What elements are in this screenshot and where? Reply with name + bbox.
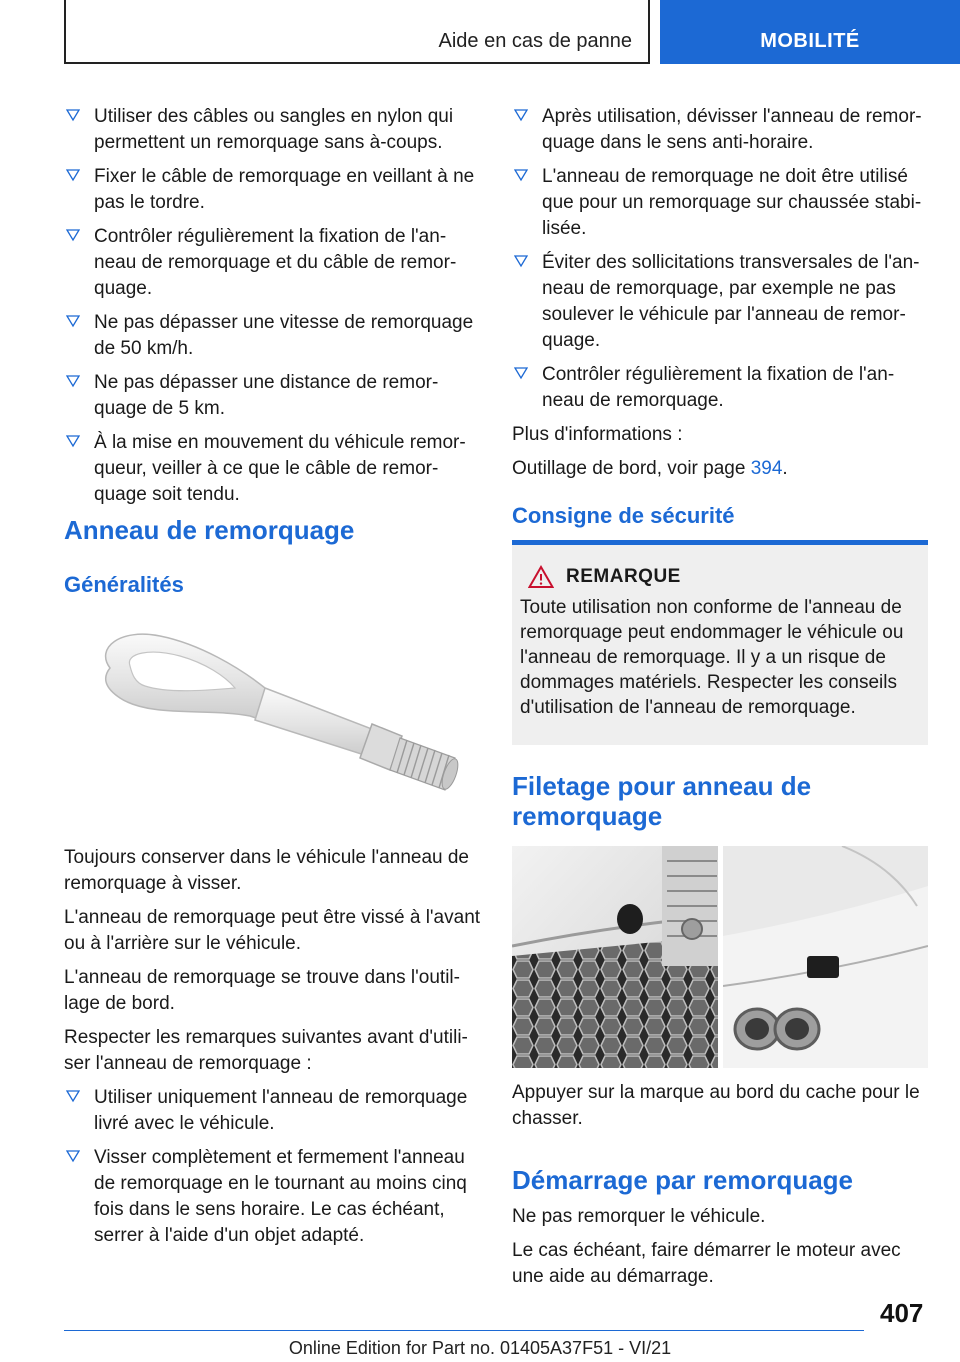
thread-cover-photo (512, 846, 928, 1068)
list-item: Ne pas dépasser une distance de remorquage de 5 km. (64, 370, 482, 422)
warning-header (520, 565, 918, 589)
paragraph: L'anneau de remorquage peut être vissé à l'avant ou à l'arrière sur le véhicule. (64, 907, 481, 954)
triangle-bullet-icon (514, 254, 528, 268)
bullet-list-top (64, 104, 482, 516)
tow-ring-illustration (90, 628, 482, 810)
heading-tow-start: Démarrage par remorquage (512, 1165, 854, 1195)
general-paragraphs (64, 845, 482, 1257)
heading-tow-ring: Anneau de remorquage (64, 515, 355, 545)
page-number: 407 (880, 1298, 924, 1328)
triangle-bullet-icon (66, 228, 80, 242)
triangle-bullet-icon (66, 1089, 80, 1103)
paragraph: Le cas échéant, faire démarrer le moteur avec une aide au démarrage. (512, 1240, 901, 1287)
list-item: Après utilisation, dévisser l'anneau de remorquage dans le sens anti-horaire. (512, 104, 928, 156)
paragraph: Toujours conserver dans le véhicule l'anneau de remorquage à visser. (64, 847, 469, 894)
paragraph: Ne pas remorquer le véhicule. (512, 1206, 766, 1227)
list-item: Utiliser uniquement l'anneau de remorquage livré avec le véhicule. (64, 1085, 482, 1137)
list-item: Ne pas dépasser une vitesse de remorquage de 50 km/h. (64, 310, 482, 362)
triangle-bullet-icon (514, 366, 528, 380)
triangle-bullet-icon (514, 168, 528, 182)
section-title: Aide en cas de panne (438, 30, 632, 52)
footer-divider (64, 1330, 864, 1331)
more-info-block (512, 422, 928, 490)
list-item: L'anneau de remorquage ne doit être utilisé que pour un remorquage sur chaussée stabilisée. (512, 164, 928, 242)
paragraph: L'anneau de remorquage se trouve dans l'outillage de bord. (64, 967, 460, 1014)
warning-title: REMARQUE (566, 566, 681, 587)
heading-thread: Filetage pour anneau de remorquage (512, 771, 812, 831)
list-item: Visser complètement et fermement l'anneau de remorquage en le tournant au moins cinq fois dans le sens horaire. Le cas échéant, serrer à l'aide d'un objet adapté. (64, 1145, 482, 1249)
triangle-bullet-icon (66, 108, 80, 122)
header-section-box (64, 0, 650, 64)
paragraph: Respecter les remarques suivantes avant d'utiliser l'anneau de remorquage : (64, 1027, 468, 1074)
subheading-general: Généralités (64, 572, 184, 597)
warning-text: Toute utilisation non conforme de l'anneau de remorquage peut endommager le véhicule ou l'anneau de remorquage. Il y a un risque de dommages matériels. Respecter les conseils d'utilisation de l'anneau de remorquage. (520, 597, 904, 718)
warning-triangle-icon (528, 565, 554, 589)
more-info-label: Plus d'informations : (512, 424, 683, 445)
chapter-title: MOBILITÉ (760, 30, 860, 52)
triangle-bullet-icon (514, 108, 528, 122)
bullet-list-right (512, 104, 928, 422)
edition-note: Online Edition for Part no. 01405A37F51 - VI/21 (288, 1338, 672, 1358)
triangle-bullet-icon (66, 374, 80, 388)
heading-safety: Consigne de sécurité (512, 503, 735, 528)
list-item: Contrôler régulièrement la fixation de l'anneau de remorquage et du câble de remorquage. (64, 224, 482, 302)
triangle-bullet-icon (66, 1149, 80, 1163)
page-reference-link[interactable]: 394 (750, 458, 783, 479)
chapter-tab (660, 0, 960, 64)
thread-text: Appuyer sur la marque au bord du cache pour le chasser. (512, 1082, 920, 1129)
triangle-bullet-icon (66, 314, 80, 328)
tow-start-paragraphs (512, 1204, 928, 1298)
list-item: À la mise en mouvement du véhicule remorqueur, veiller à ce que le câble de remorquage soit tendu. (64, 430, 482, 508)
list-item: Contrôler régulièrement la fixation de l'anneau de remorquage. (512, 362, 928, 414)
list-item: Fixer le câble de remorquage en veillant à ne pas le tordre. (64, 164, 482, 216)
list-item: Utiliser des câbles ou sangles en nylon qui permettent un remorquage sans à-coups. (64, 104, 482, 156)
triangle-bullet-icon (66, 434, 80, 448)
bullet-list-bottom (64, 1085, 482, 1249)
triangle-bullet-icon (66, 168, 80, 182)
list-item: Éviter des sollicitations transversales de l'anneau de remorquage, par exemple ne pas soulever le véhicule par l'anneau de remorquage. (512, 250, 928, 354)
reference-line: Outillage de bord, voir page 394. (512, 458, 788, 479)
warning-box (512, 540, 928, 745)
